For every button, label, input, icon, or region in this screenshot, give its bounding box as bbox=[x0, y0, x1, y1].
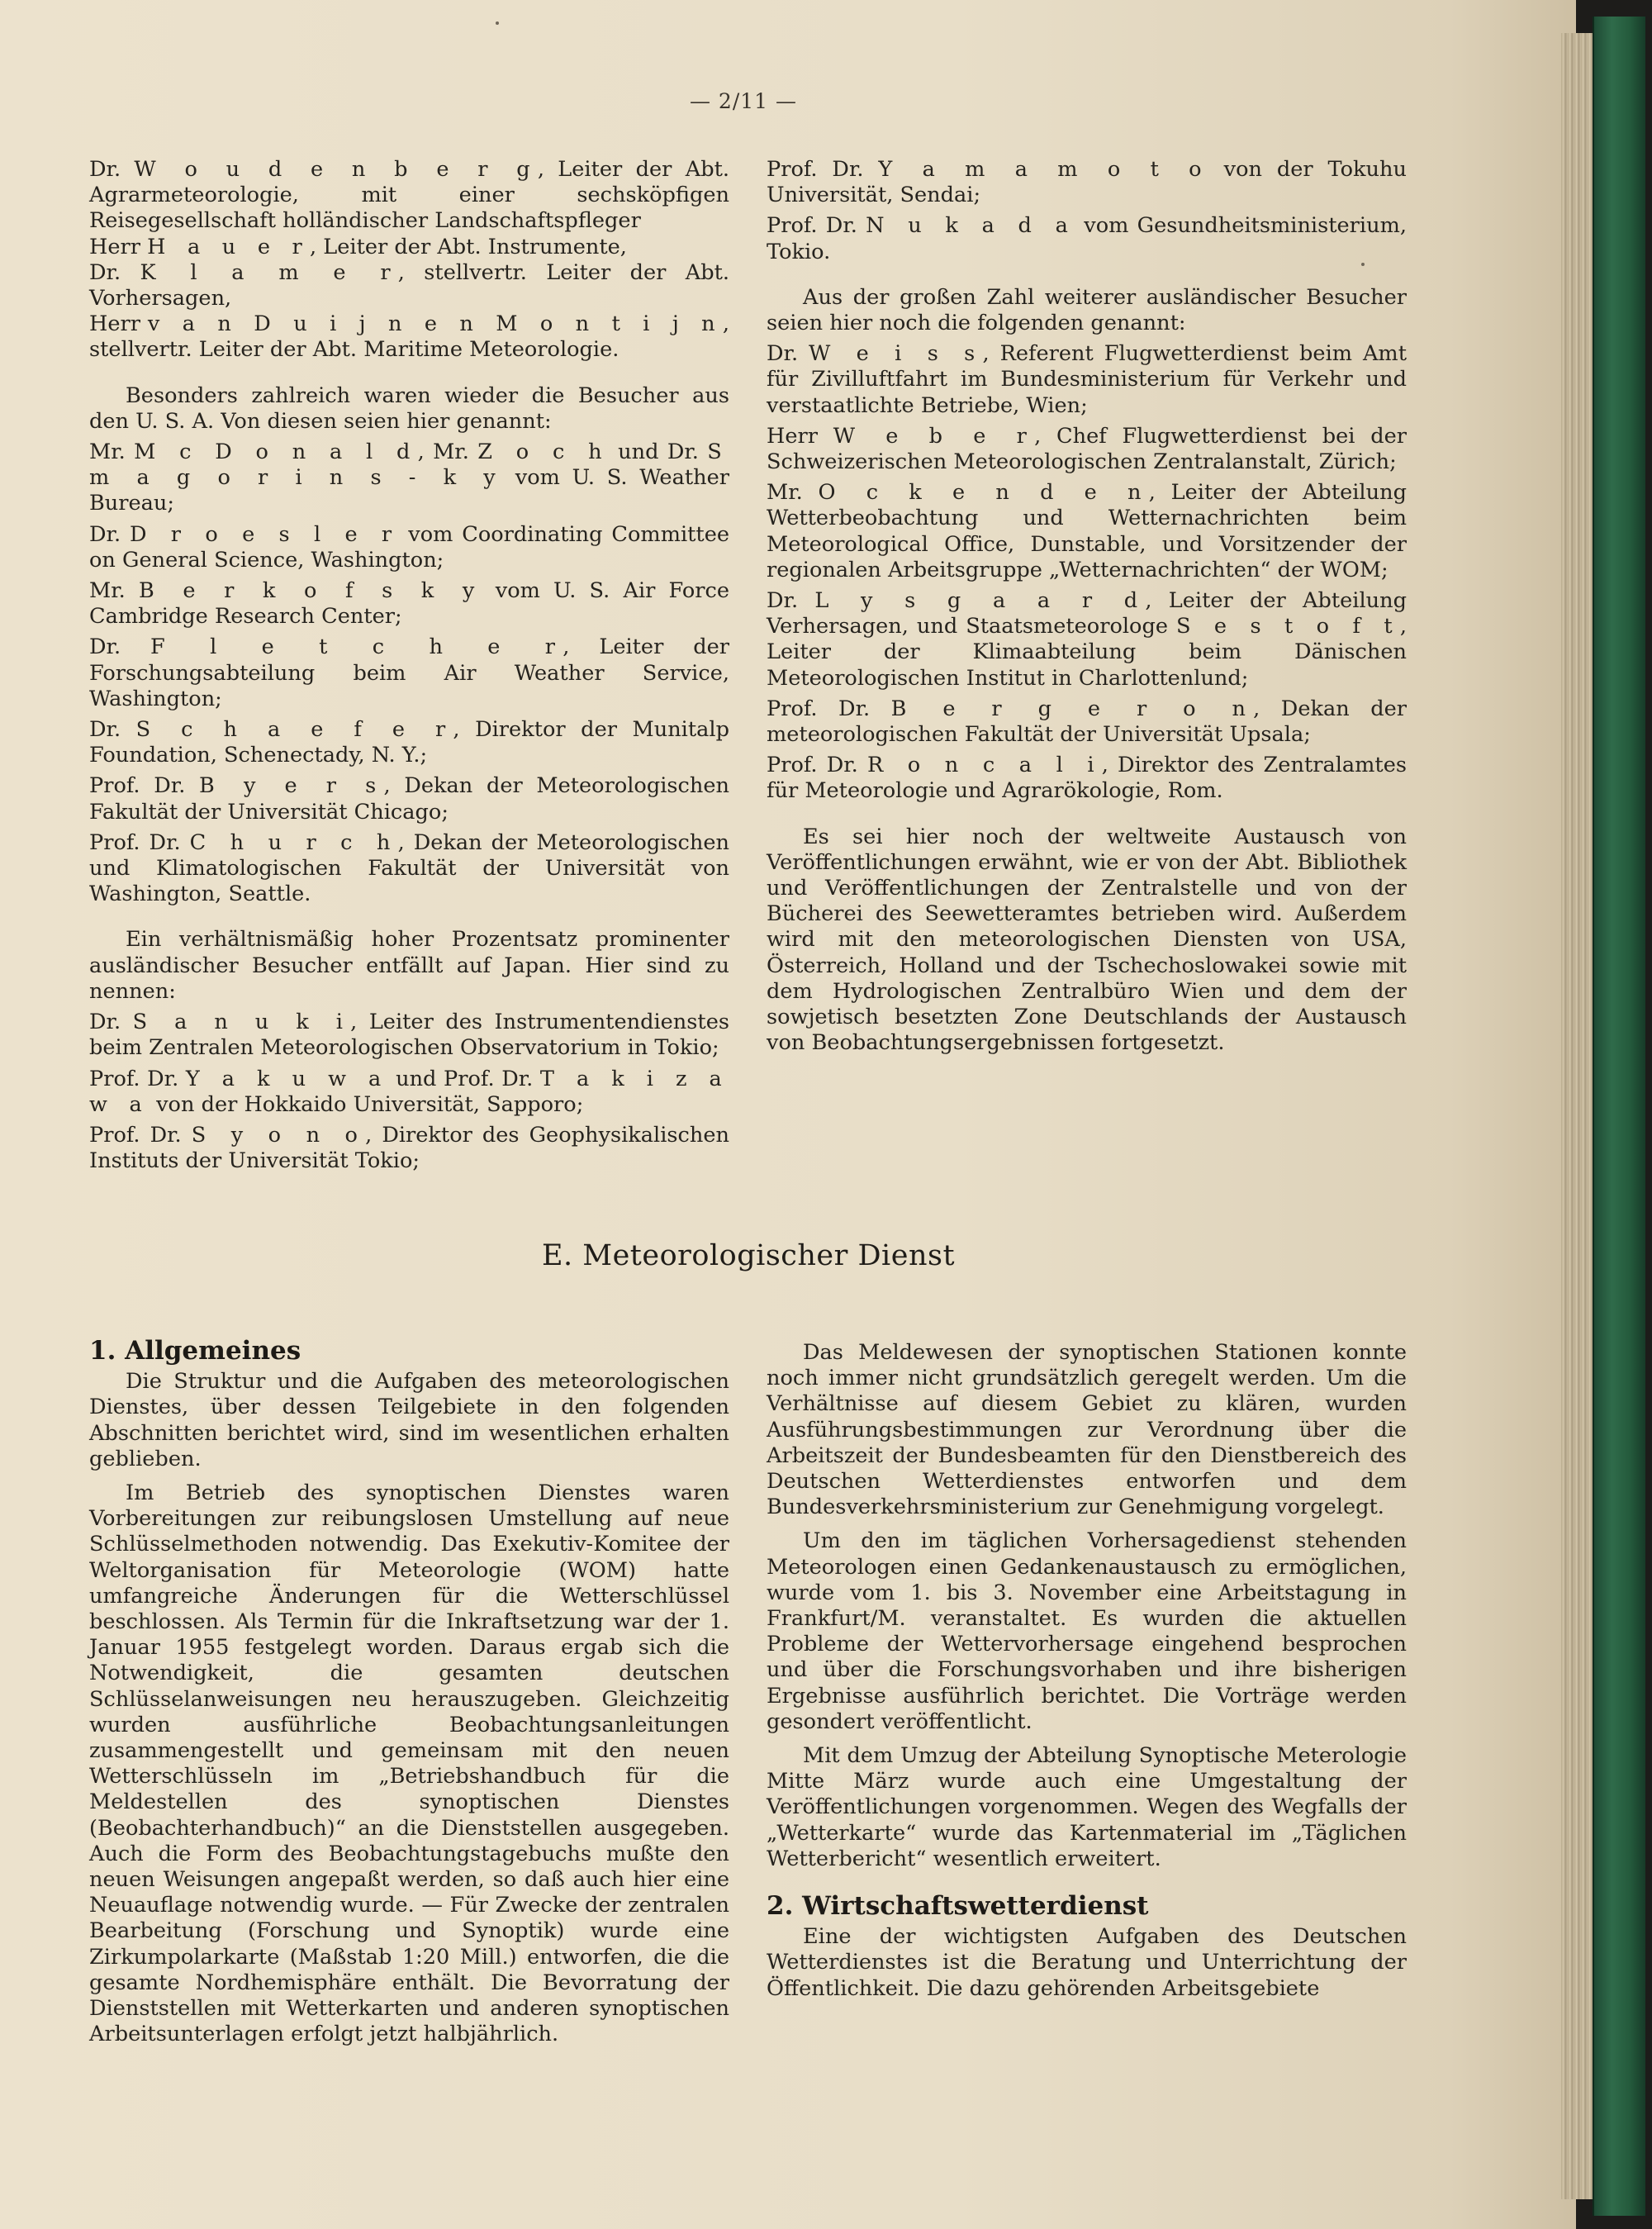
entry-woudenberg: Dr. W o u d e n b e r g, Leiter der Abt. Agrarmeteorologie, mit einer sechsköpfigen Reisegesellschaft holländischer Landschaftspfleger bbox=[89, 157, 729, 234]
person-name: W o u d e n b e r g bbox=[134, 157, 538, 182]
paragraph: Mit dem Umzug der Abteilung Synoptische Meterologie Mitte März wurde auch eine Umgestaltung der Veröffentlichungen vorgenommen. Wegen des Wegfalls der „Wetterkarte“ wurde das Kartenmaterial im „Täglichen Wetterbericht“ wesentlich erweitert. bbox=[767, 1743, 1407, 1871]
page-number: — 2/11 — bbox=[689, 89, 798, 113]
section-title: E. Meteorologischer Dienst bbox=[541, 1239, 956, 1272]
subsection-heading-allgemeines: 1. Allgemeines bbox=[89, 1336, 301, 1366]
entry-droesler: Dr. D r o e s l e r vom Coordinating Committee on General Science, Washington; bbox=[89, 521, 730, 573]
person-name: F l e t c h e r bbox=[150, 634, 563, 660]
paragraph: Um den im täglichen Vorhersagedienst stehenden Meteorologen einen Gedankenaustausch zu ermöglichen, wurde vom 1. bis 3. November eine Arbeitstagung in Frankfurt/M. veranstaltet. Es wurden die aktuellen Probleme der Wettervorhersage eingehend besprochen und über die Forschungsvorhaben und ihre bisherigen Ergebnisse ausführlich berichtet. Die Vorträge werden gesondert veröffentlicht. bbox=[767, 1528, 1407, 1734]
entry-weiss: Dr. W e i s s, Referent Flugwetterdienst beim Amt für Zivilluftfahrt im Bundesministerium für Verkehr und verstaatlichte Betriebe, Wien; bbox=[767, 341, 1407, 418]
person-name: N u k a d a bbox=[866, 213, 1076, 239]
entry-sanuki: Dr. S a n u k i, Leiter des Instrumentendienstes beim Zentralen Meteorologischen Observatorium in Tokio; bbox=[89, 1010, 729, 1061]
exchange-paragraph: Es sei hier noch der weltweite Austausch von Veröffentlichungen erwähnt, wie er von der Abt. Bibliothek und Veröffentlichungen der Zentralstelle und von der Bücherei des Seewetteramtes betrieben wird. Außerdem wird mit den meteorologischen Diensten von USA, Österreich, Holland und der Tschechoslowakei sowie mit dem Hydrologischen Zentralbüro Wien und dem der sowjetisch besetzten Zone Deutschlands der Austausch von Beobachtungsergebnissen fortgesetzt. bbox=[767, 824, 1407, 1056]
page-stack-edge bbox=[1561, 33, 1593, 2199]
person-name: W e i s s bbox=[809, 341, 983, 367]
entry-syono: Prof. Dr. S y o n o, Direktor des Geophysikalischen Instituts der Universität Tokio; bbox=[89, 1122, 729, 1174]
person-name: R o n c a l i bbox=[866, 753, 1102, 778]
paragraph: Im Betrieb des synoptischen Dienstes waren Vorbereitungen zur reibungslosen Umstellung auf neue Schlüsselmethoden notwendig. Das Exekutiv-Komitee der Weltorganisation für Meteorologie (WOM) hatte umfangreiche Änderungen für die Wetterschlüssel beschlossen. Als Termin für die Inkraftsetzung war der 1. Januar 1955 festgelegt worden. Daraus ergab sich die Notwendigkeit, die gesamten deutschen Schlüsselanweisungen neu herauszugeben. Gleichzeitig wurden ausführliche Beobachtungsanleitungen zusammengestellt und gemeinsam mit den neuen Wetterschlüsseln im „Betriebshandbuch für die Meldestellen des synoptischen Dienstes (Beobachterhandbuch)“ an die Dienststellen ausgegeben. Auch die Form des Beobachtungstagebuchs mußte den neuen Weisungen angepaßt werden, so daß auch hier eine Neuauflage notwendig wurde. — Für Zwecke der zentralen Bearbeitung (Forschung und Synoptik) wurde eine Zirkumpolarkarte (Maßstab 1:20 Mill.) entworfen, die die gesamte Nordhemisphäre enthält. Die Bevorratung der Dienststellen mit Wetterkarten und anderen synoptischen Arbeitsunterlagen erfolgt jetzt halbjährlich. bbox=[89, 1480, 729, 2047]
person-name: H a u e r bbox=[147, 234, 311, 259]
entry-yamamoto: Prof. Dr. Y a m a m o t o von der Tokuhu Universität, Sendai; bbox=[767, 157, 1407, 208]
right-top-column bbox=[767, 157, 1407, 1062]
person-name: S e s t o f t bbox=[1175, 614, 1400, 639]
entry-yakuwa: Prof. Dr. Y a k u w a und Prof. Dr. T a k i z a w a von der Hokkaido Universität, Sapporo; bbox=[89, 1066, 729, 1117]
person-name: M c D o n a l d bbox=[134, 440, 418, 465]
entry-hauer: Herr H a u e r, Leiter der Abt. Instrumente, Dr. K l a m e r, stellvertr. Leiter der Abt. Vorhersagen, Herr v a n D u i j n e n M o n t i j n, stellvertr. Leiter der Abt. Maritime Meteorologie. bbox=[89, 234, 730, 363]
person-name: C h u r c h bbox=[189, 829, 398, 855]
entry-fletcher: Dr. F l e t c h e r, Leiter der Forschungsabteilung beim Air Weather Service, Washington; bbox=[89, 634, 729, 711]
person-name: D r o e s l e r bbox=[129, 521, 400, 547]
person-name: v a n D u i j n e n M o n t i j n bbox=[147, 311, 723, 337]
person-name: O c k e n d e n bbox=[818, 480, 1149, 506]
person-name: Z o c h bbox=[477, 440, 610, 465]
person-name: Y a k u w a bbox=[185, 1066, 389, 1091]
entry-church: Prof. Dr. C h u r c h, Dekan der Meteorologischen und Klimatologischen Fakultät der Universität von Washington, Seattle. bbox=[89, 829, 729, 907]
entry-lysgaard: Dr. L y s g a a r d, Leiter der Abteilung Verhersagen, und Staatsmeteorologe S e s t o f t, Leiter der Klimaabteilung beim Dänischen Meteorologischen Institut in Charlottenlund; bbox=[767, 588, 1408, 691]
entry-berkofsky: Mr. B e r k o f s k y vom U. S. Air Force Cambridge Research Center; bbox=[89, 578, 730, 630]
person-name: S m a g o r i n s - k y bbox=[89, 440, 730, 491]
person-name: Y a m a m o t o bbox=[878, 157, 1209, 182]
speck bbox=[1361, 263, 1365, 266]
book-cover-edge bbox=[1593, 17, 1645, 2216]
entry-nukada: Prof. Dr. N u k a d a vom Gesundheitsministerium, Tokio. bbox=[767, 213, 1407, 264]
person-name: B e r g e r o n bbox=[890, 696, 1254, 721]
left-bottom-column bbox=[89, 1338, 729, 2052]
japan-intro: Ein verhältnismäßig hoher Prozentsatz prominenter ausländischer Besucher entfällt auf Japan. Hier sind zu nennen: bbox=[89, 927, 729, 1004]
foreign-intro: Aus der großen Zahl weiterer ausländischer Besucher seien hier noch die folgenden genannt: bbox=[767, 284, 1407, 336]
entry-ockenden: Mr. O c k e n d e n, Leiter der Abteilung Wetterbeobachtung und Wetternachrichten beim Meteorological Office, Dunstable, und Vorsitzender der regionalen Arbeitsgruppe „Wetternachrichten“ der WOM; bbox=[767, 480, 1407, 582]
speck bbox=[496, 21, 499, 25]
entry-weber: Herr W e b e r, Chef Flugwetterdienst bei der Schweizerischen Meteorologischen Zentralanstalt, Zürich; bbox=[767, 423, 1407, 475]
right-bottom-column bbox=[767, 1340, 1407, 2007]
paragraph: Die Struktur und die Aufgaben des meteorologischen Dienstes, über dessen Teilgebiete in den folgenden Abschnitten berichtet wird, sind im wesentlichen erhalten geblieben. bbox=[89, 1369, 729, 1471]
person-name: L y s g a a r d bbox=[814, 588, 1146, 614]
entry-schaefer: Dr. S c h a e f e r, Direktor der Munitalp Foundation, Schenectady, N. Y.; bbox=[89, 717, 729, 768]
entry-byers: Prof. Dr. B y e r s, Dekan der Meteorologischen Fakultät der Universität Chicago; bbox=[89, 773, 729, 825]
paragraph: Eine der wichtigsten Aufgaben des Deutschen Wetterdienstes ist die Beratung und Unterrichtung der Öffentlichkeit. Die dazu gehörenden Arbeitsgebiete bbox=[767, 1924, 1407, 2001]
subsection-heading-wirtschaftswetterdienst: 2. Wirtschaftswetterdienst bbox=[767, 1891, 1149, 1922]
person-name: B y e r s bbox=[199, 773, 384, 799]
entry-mcdonald: Mr. M c D o n a l d, Mr. Z o c h und Dr. S m a g o r i n s - k y vom U. S. Weather Bureau; bbox=[89, 440, 730, 516]
paragraph: Das Meldewesen der synoptischen Stationen konnte noch immer nicht grundsätzlich geregelt werden. Um die Verhältnisse auf diesem Gebiet zu klären, wurden Ausführungsbestimmungen zur Verordnung über die Arbeitszeit der Bundesbeamten für den Dienstbereich des Deutschen Wetterdienstes entworfen und dem Bundesverkehrsministerium zur Genehmigung vorgelegt. bbox=[767, 1340, 1407, 1520]
person-name: W e b e r bbox=[833, 423, 1035, 449]
entry-bergeron: Prof. Dr. B e r g e r o n, Dekan der meteorologischen Fakultät der Universität Upsala; bbox=[767, 696, 1407, 748]
person-name: T a k i z a w a bbox=[89, 1066, 729, 1117]
person-name: K l a m e r bbox=[140, 259, 398, 285]
left-top-column bbox=[89, 157, 729, 1179]
usa-intro: Besonders zahlreich waren wieder die Besucher aus den U. S. A. Von diesen seien hier genannt: bbox=[89, 383, 729, 434]
entry-roncali: Prof. Dr. R o n c a l i, Direktor des Zentralamtes für Meteorologie und Agrarökologie, Rom. bbox=[767, 753, 1407, 804]
person-name: B e r k o f s k y bbox=[138, 578, 482, 604]
person-name: S a n u k i bbox=[132, 1010, 351, 1035]
person-name: S y o n o bbox=[191, 1122, 366, 1148]
person-name: S c h a e f e r bbox=[135, 717, 453, 743]
